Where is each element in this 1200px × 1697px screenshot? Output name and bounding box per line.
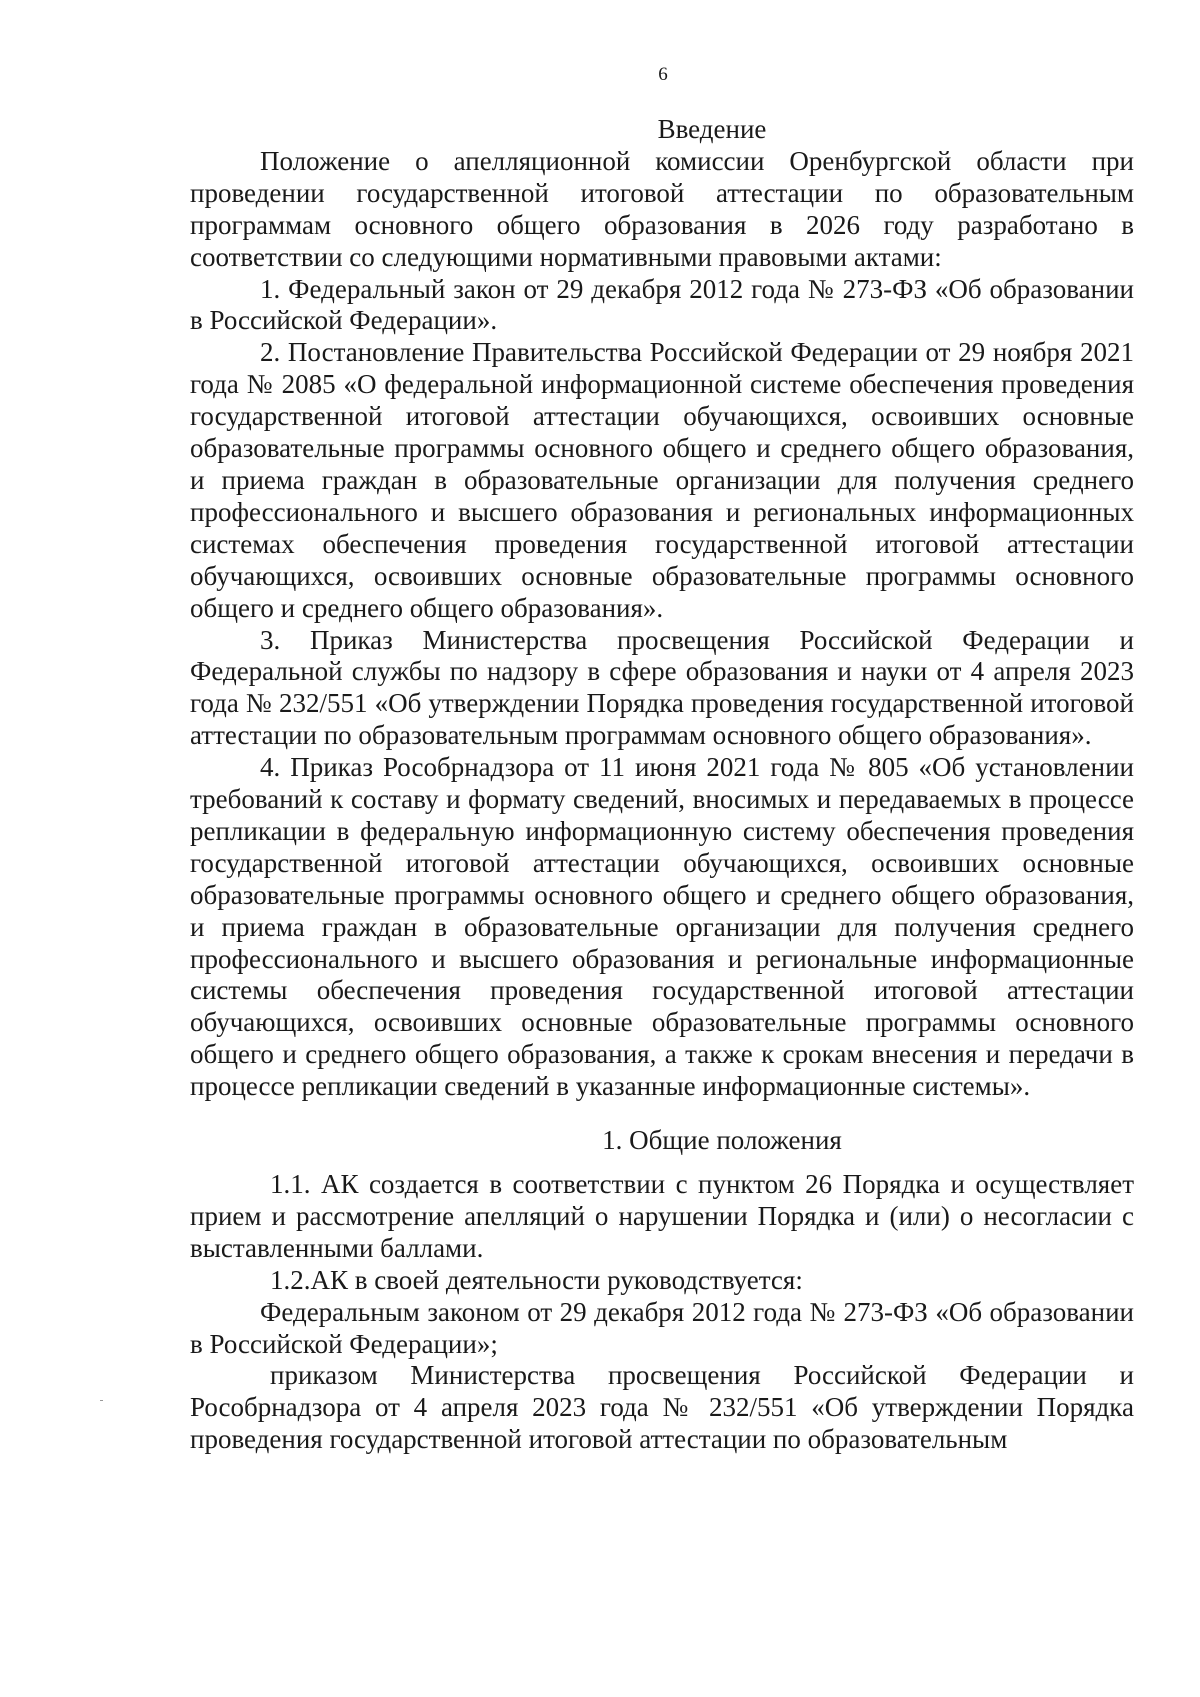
section-paragraph: приказом Министерства просвещения Российской Федерации и Рособрнадзора от 4 апреля 2023 года № 232/551 «Об утверждении Порядка проведения государственной итоговой аттестации по образовательным: [190, 1360, 1134, 1455]
intro-list-item: 2. Постановление Правительства Российской Федерации от 29 ноября 2021 года № 2085 «О федеральной информационной системе обеспечения проведения государственной итоговой аттестации обучающихся, освоивших основные образовательные программы основного общего и среднего общего образования, и приема граждан в образовательные организации для получения среднего профессионального и высшего образования и региональных информационных системах обеспечения проведения государственной итоговой аттестации обучающихся, освоивших основные образовательные программы основного общего и среднего общего образования».: [190, 337, 1134, 623]
document-body: [190, 114, 1134, 1456]
intro-heading: Введение: [657, 114, 767, 144]
intro-list-item: 1. Федеральный закон от 29 декабря 2012 года № 273-ФЗ «Об образовании в Российской Федерации».: [190, 273, 1134, 336]
section-paragraph: 1.2.АК в своей деятельности руководствуется:: [270, 1264, 803, 1295]
intro-list-item: 4. Приказ Рособрнадзора от 11 июня 2021 года № 805 «Об установлении требований к составу и формату сведений, вносимых и передаваемых в процессе репликации в федеральную информационную систему обеспечения проведения государственной итоговой аттестации обучающихся, освоивших основные образовательные программы основного общего и среднего общего образования, и приема граждан в образовательные организации для получения среднего профессионального и высшего образования и региональные информационные системы обеспечения проведения государственной итоговой аттестации обучающихся, освоивших основные образовательные программы основного общего и среднего общего образования, а также к срокам внесения и передачи в процессе репликации сведений в указанные информационные системы».: [190, 752, 1134, 1102]
section-paragraph: Федеральным законом от 29 декабря 2012 года № 273-ФЗ «Об образовании в Российской Федерации»;: [190, 1296, 1134, 1359]
section-paragraph: 1.1. АК создается в соответствии с пунктом 26 Порядка и осуществляет прием и рассмотрение апелляций о нарушении Порядка и (или) о несогласии с выставленными баллами.: [190, 1169, 1134, 1263]
section-heading: 1. Общие положения: [602, 1125, 842, 1156]
intro-list-item: 3. Приказ Министерства просвещения Российской Федерации и Федеральной службы по надзору в сфере образования и науки от 4 апреля 2023 года № 232/551 «Об утверждении Порядка проведения государственной итоговой аттестации по образовательным программам основного общего образования».: [190, 624, 1134, 751]
scan-mark: [100, 1400, 103, 1401]
intro-paragraph: Положение о апелляционной комиссии Оренбургской области при проведении государственной итоговой аттестации по образовательным программам основного общего образования в 2026 году разработано в соответствии со следующими нормативными правовыми актами:: [190, 145, 1134, 272]
page-number: 6: [658, 64, 668, 85]
